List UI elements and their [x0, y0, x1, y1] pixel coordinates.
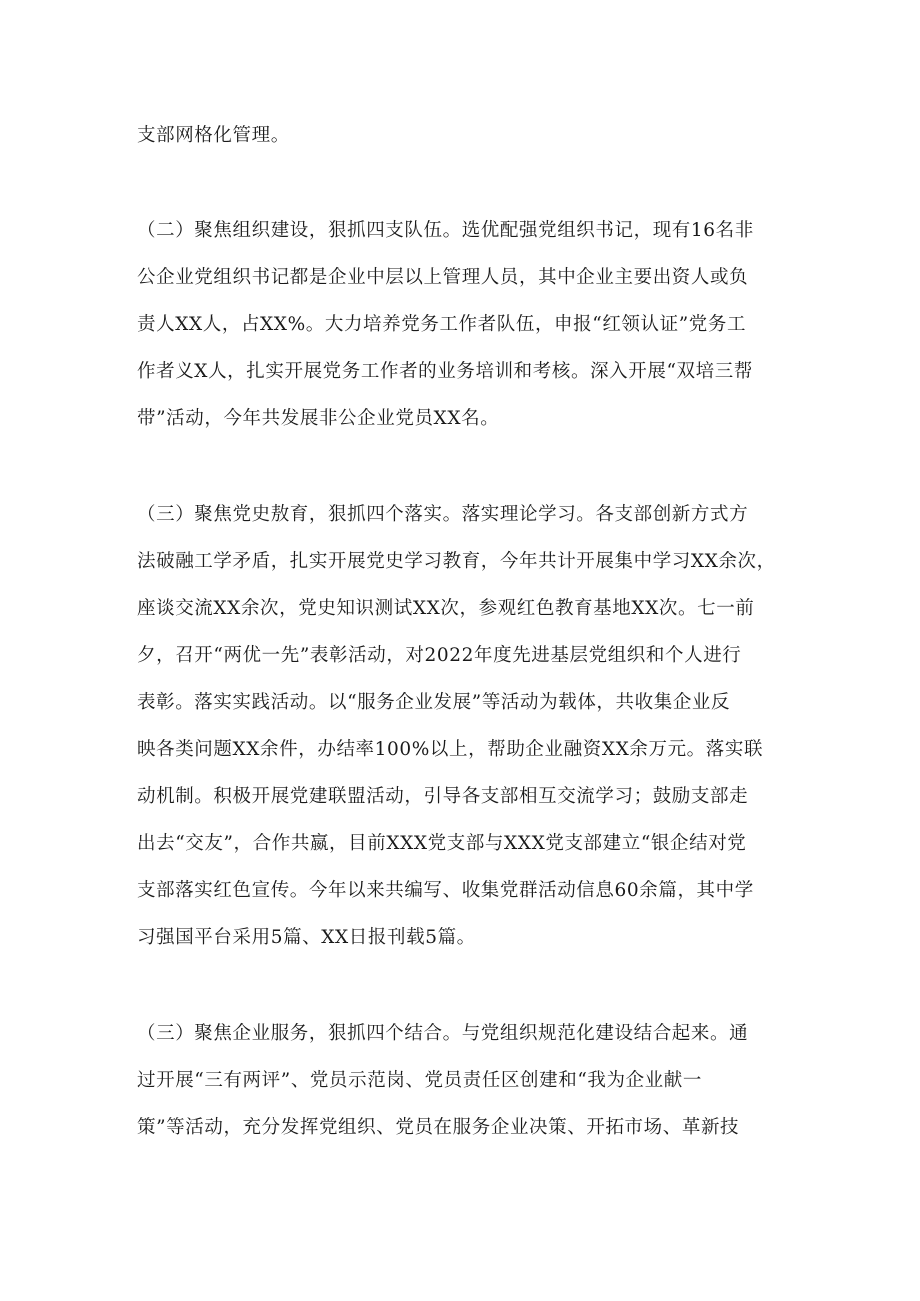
text-line: 策”等活动，充分发挥党组织、党员在服务企业决策、开拓市场、革新技 [137, 1117, 740, 1138]
text-line: （二）聚焦组织建设，狠抓四支队伍。选优配强党组织书记，现有16名非 [137, 220, 754, 241]
text-line: 公企业党组织书记都是企业中层以上管理人员，其中企业主要出资人或负 [137, 267, 749, 288]
text-line: 表彰。落实实践活动。以“服务企业发展”等活动为载体，共收集企业反 [137, 692, 731, 713]
text-line: （三）聚焦企业服务，狠抓四个结合。与党组织规范化建设结合起来。通 [137, 1023, 749, 1044]
text-line: 法破融工学矛盾，扎实开展党史学习教育，今年共计开展集中学习XX余次， [137, 551, 776, 572]
text-line: 支部落实红色宣传。今年以来共编写、收集党群活动信息60余篇，其中学 [137, 880, 754, 901]
text-line: 作者义X人，扎实开展党务工作者的业务培训和考核。深入开展“双培三帮 [137, 361, 753, 382]
text-line: 责人XX人，占XX%。大力培养党务工作者队伍，申报“红领认证”党务工 [137, 314, 747, 335]
text-line: 过开展“三有两评”、党员示范岗、党员责任区创建和“我为企业献一 [137, 1070, 702, 1091]
text-line: 夕，召开“两优一先”表彰活动，对2022年度先进基层党组织和个人进行 [137, 645, 742, 666]
text-line: 动机制。积极开展党建联盟活动，引导各支部相互交流学习；鼓励支部走 [137, 786, 749, 807]
text-line: 映各类问题XX余件，办结率100%以上，帮助企业融资XX余万元。落实联 [137, 739, 764, 760]
text-line: （三）聚焦党史敖育，狠抓四个落实。落实理论学习。各支部创新方式方 [137, 504, 749, 525]
text-line: 出去“交友”，合作共嬴，目前XXX党支部与XXX党支部建立“银企结对党 [137, 833, 747, 854]
text-line: 支部网格化管理。 [137, 125, 290, 146]
text-line: 座谈交流XX余次，党史知识测试XX次，参观红色教育基地XX次。七一前 [137, 598, 755, 619]
text-line: 带”活动，今年共发展非公企业党员XX名。 [137, 408, 500, 429]
text-line: 习强国平台采用5篇、XX日报刊载5篇。 [137, 927, 476, 948]
